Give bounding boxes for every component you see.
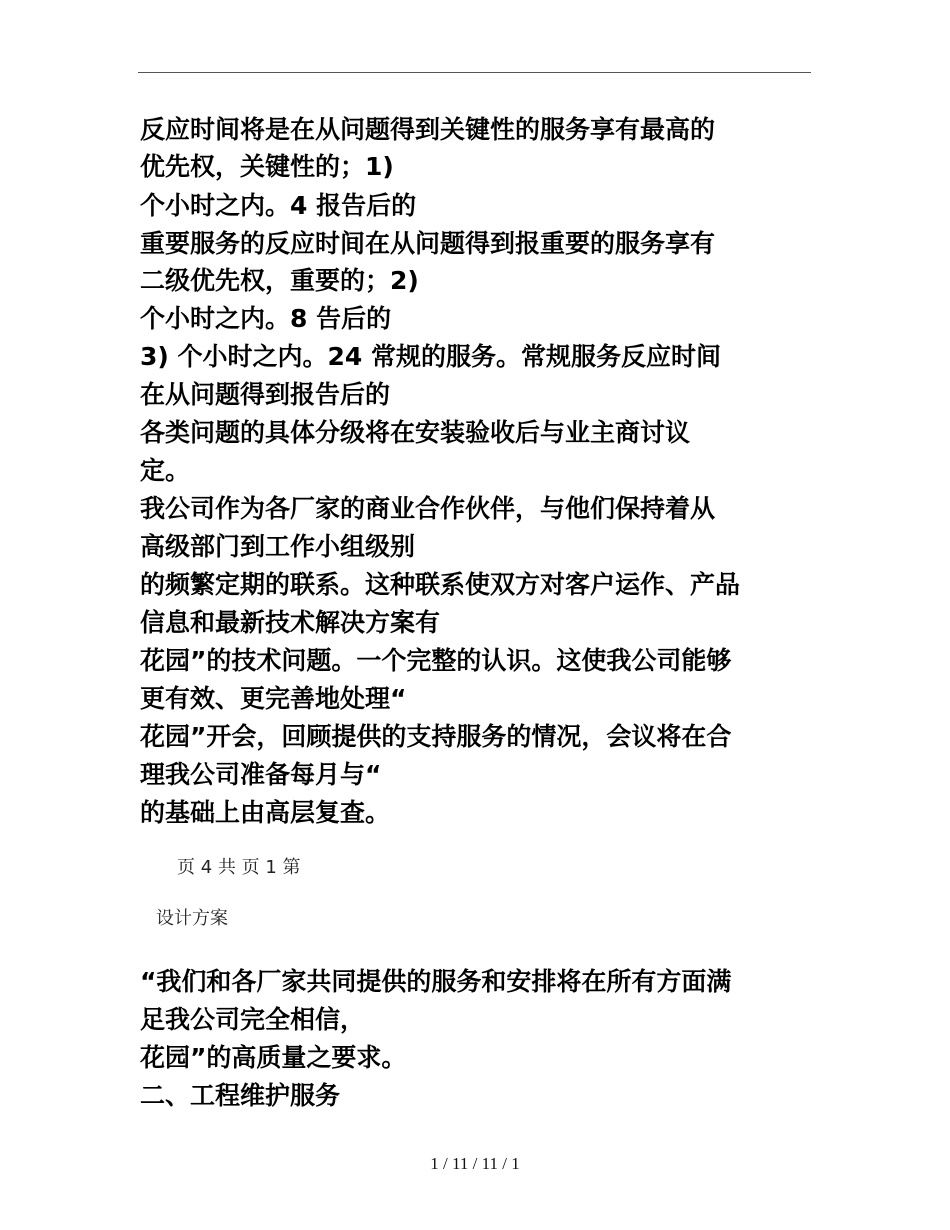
text-line: 花园”的技术问题。一个完整的认识。这使我公司能够	[140, 646, 732, 675]
text-line: 二、工程维护服务	[140, 1081, 341, 1110]
section-header: 设计方案	[156, 908, 228, 929]
text-line: 二级优先权，重要的；2)	[140, 266, 419, 295]
text-line: 优先权，关键性的；1)	[140, 152, 394, 181]
text-line: 在从问题得到报告后的	[140, 380, 391, 409]
text-line: 个小时之内。4 报告后的	[140, 191, 417, 220]
text-line: 高级部门到工作小组级别	[140, 532, 416, 561]
text-line: 花园”的高质量之要求。	[140, 1043, 407, 1072]
text-line: 定。	[140, 456, 191, 485]
text-line: 的频繁定期的联系。这种联系使双方对客户运作、产品	[140, 570, 741, 599]
text-line: 反应时间将是在从问题得到关键性的服务享有最高的	[140, 115, 716, 144]
text-line: 重要服务的反应时间在从问题得到报重要的服务享有	[140, 229, 716, 258]
header-rule	[138, 72, 811, 73]
text-line: 信息和最新技术解决方案有	[140, 608, 441, 637]
text-line: 理我公司准备每月与“	[140, 760, 382, 789]
footer-page-indicator: 1 / 11 / 11 / 1	[430, 1154, 520, 1173]
text-line: 3) 个小时之内。24 常规的服务。常规服务反应时间	[140, 342, 722, 371]
text-line: 个小时之内。8 告后的	[140, 304, 392, 333]
text-line: 更有效、更完善地处理“	[140, 684, 407, 713]
text-line: 足我公司完全相信，	[140, 1005, 366, 1034]
text-line: 各类问题的具体分级将在安装验收后与业主商讨议	[140, 418, 691, 447]
text-line: “我们和各厂家共同提供的服务和安排将在所有方面满	[140, 967, 732, 996]
text-line: 我公司作为各厂家的商业合作伙伴，与他们保持着从	[140, 494, 716, 523]
text-line: 的基础上由高层复查。	[140, 798, 391, 827]
page-number: 页 4 共 页 1 第	[177, 857, 301, 878]
text-line: 花园”开会，回顾提供的支持服务的情况，会议将在合	[140, 722, 732, 751]
